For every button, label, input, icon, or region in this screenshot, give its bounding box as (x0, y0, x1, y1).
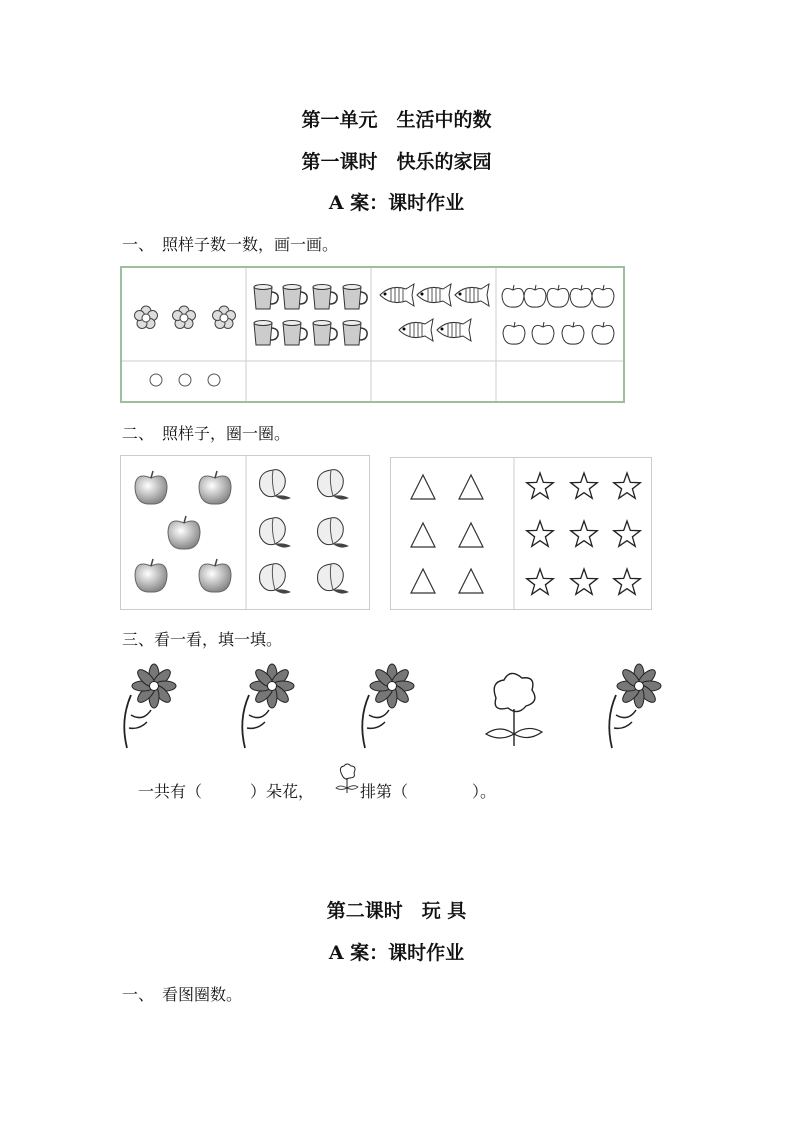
lesson1-question-2: 二、 照样子，圈一圈。 (122, 424, 291, 443)
circle-group-triangles-stars (390, 457, 652, 610)
lesson1-question-3: 三、看一看，填一填。 (122, 630, 283, 649)
lesson2-title: 第二课时 玩 具 (326, 900, 467, 922)
lesson2-question-1: 一、 看图圈数。 (122, 985, 243, 1004)
circle-group-apples-peaches (120, 455, 370, 610)
lesson1-question-1: 一、 照样子数一数，画一画。 (122, 235, 339, 254)
flower-row (115, 660, 675, 755)
lesson2-plan: A 案：课时作业 (328, 942, 465, 964)
lesson1-title: 第一课时 快乐的家园 (301, 151, 492, 173)
lesson1-plan: A 案：课时作业 (328, 192, 465, 214)
small-flower-icon (334, 763, 360, 797)
fill-in-flower-count: 一共有（ ）朵花， (138, 782, 315, 801)
unit-title: 第一单元 生活中的数 (301, 109, 492, 131)
fill-in-flower-rank: 排第（ ）。 (360, 782, 497, 801)
count-draw-table (120, 266, 625, 403)
